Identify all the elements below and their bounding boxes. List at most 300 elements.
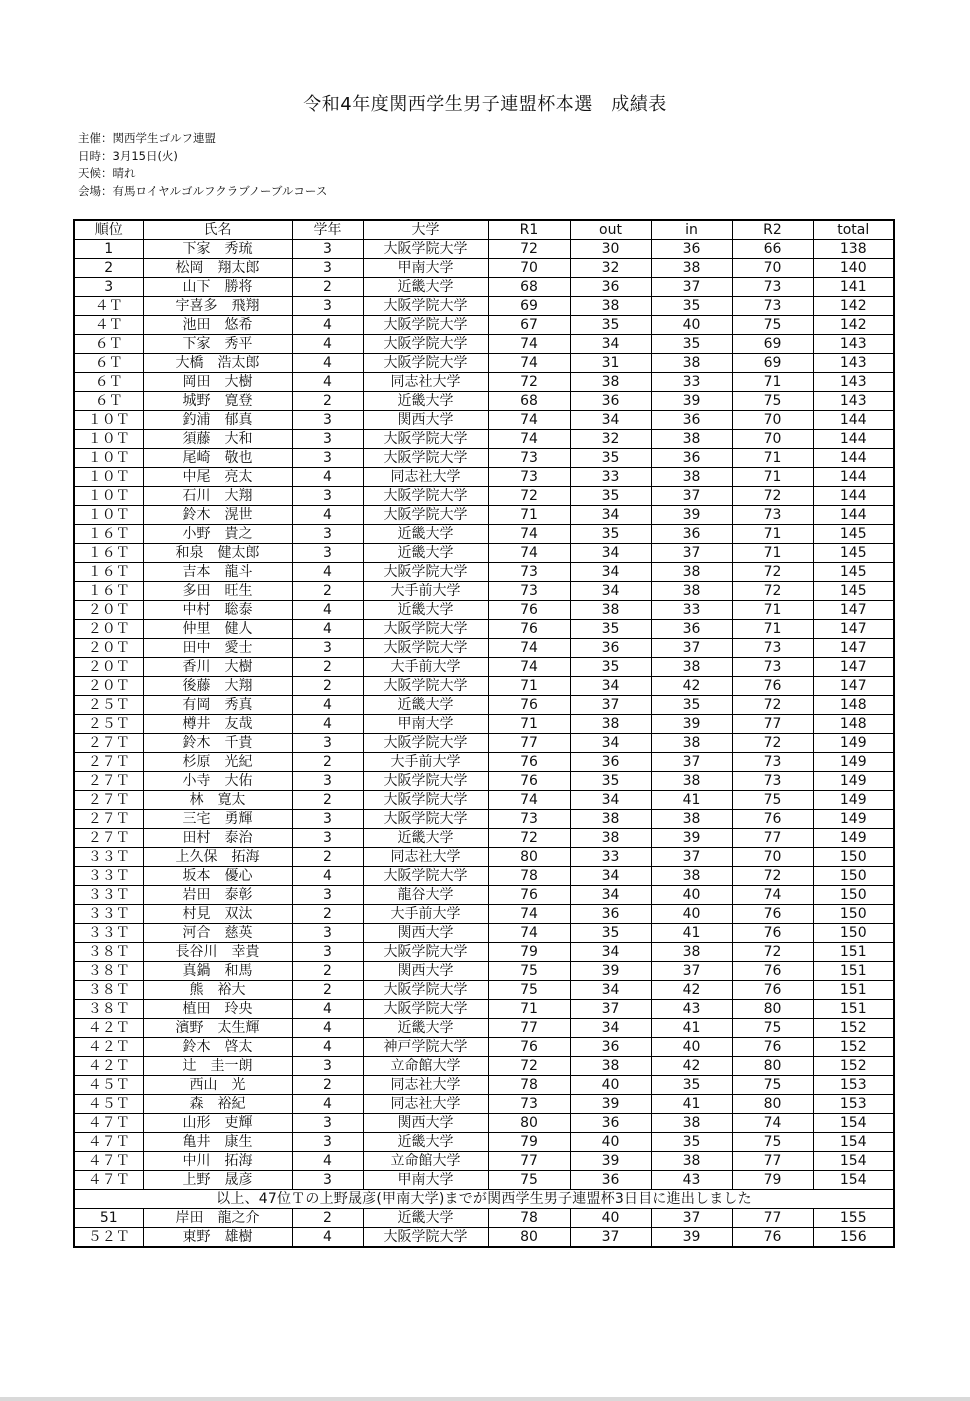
r1-cell: 71 — [488, 677, 570, 696]
table-row — [74, 905, 894, 924]
r1-cell: 72 — [488, 240, 570, 259]
university-cell: 大阪学院大学 — [363, 734, 488, 753]
header-row — [74, 220, 894, 240]
table-row — [74, 601, 894, 620]
grade-cell: 3 — [292, 639, 363, 658]
grade-cell: 4 — [292, 1228, 363, 1248]
rank-cell: ２７Ｔ — [74, 791, 143, 810]
table-row — [74, 677, 894, 696]
out-cell: 37 — [570, 1228, 651, 1248]
out-cell: 32 — [570, 430, 651, 449]
rank-cell: ４７Ｔ — [74, 1114, 143, 1133]
r2-cell: 70 — [732, 430, 813, 449]
university-cell: 大阪学院大学 — [363, 810, 488, 829]
r1-cell: 71 — [488, 1000, 570, 1019]
out-cell: 34 — [570, 506, 651, 525]
university-cell: 近畿大学 — [363, 525, 488, 544]
table-row — [74, 1038, 894, 1057]
in-cell: 38 — [651, 563, 732, 582]
table-row — [74, 468, 894, 487]
in-cell: 38 — [651, 582, 732, 601]
rank-cell: ２７Ｔ — [74, 810, 143, 829]
total-cell: 141 — [813, 278, 894, 297]
r1-cell: 68 — [488, 392, 570, 411]
rank-cell: ３８Ｔ — [74, 943, 143, 962]
r2-cell: 77 — [732, 1152, 813, 1171]
university-cell: 大阪学院大学 — [363, 620, 488, 639]
out-cell: 35 — [570, 924, 651, 943]
r1-cell: 68 — [488, 278, 570, 297]
university-cell: 大手前大学 — [363, 582, 488, 601]
grade-cell: 3 — [292, 1133, 363, 1152]
r1-cell: 74 — [488, 525, 570, 544]
university-cell: 神戸学院大学 — [363, 1038, 488, 1057]
table-row — [74, 487, 894, 506]
name-cell: 鈴木 啓太 — [143, 1038, 292, 1057]
r1-cell: 76 — [488, 620, 570, 639]
name-cell: 松岡 翔太郎 — [143, 259, 292, 278]
r2-cell: 77 — [732, 715, 813, 734]
out-cell: 39 — [570, 1095, 651, 1114]
r2-cell: 76 — [732, 677, 813, 696]
rank-cell: ３３Ｔ — [74, 848, 143, 867]
total-cell: 142 — [813, 297, 894, 316]
name-cell: 樽井 友哉 — [143, 715, 292, 734]
university-cell: 同志社大学 — [363, 848, 488, 867]
university-cell: 近畿大学 — [363, 544, 488, 563]
grade-cell: 2 — [292, 981, 363, 1000]
grade-cell: 2 — [292, 658, 363, 677]
r1-cell: 72 — [488, 373, 570, 392]
in-cell: 42 — [651, 981, 732, 1000]
total-cell: 142 — [813, 316, 894, 335]
rank-cell: 2 — [74, 259, 143, 278]
name-cell: 宇喜多 飛翔 — [143, 297, 292, 316]
grade-cell: 4 — [292, 316, 363, 335]
r1-cell: 76 — [488, 601, 570, 620]
name-cell: 釣浦 郁真 — [143, 411, 292, 430]
in-cell: 38 — [651, 1152, 732, 1171]
grade-cell: 4 — [292, 506, 363, 525]
out-cell: 38 — [570, 1057, 651, 1076]
total-cell: 149 — [813, 753, 894, 772]
grade-cell: 3 — [292, 297, 363, 316]
r2-cell: 80 — [732, 1000, 813, 1019]
rank-cell: ６Ｔ — [74, 392, 143, 411]
total-cell: 151 — [813, 1000, 894, 1019]
university-cell: 大手前大学 — [363, 658, 488, 677]
table-row — [74, 411, 894, 430]
name-cell: 三宅 勇輝 — [143, 810, 292, 829]
table-row — [74, 430, 894, 449]
name-cell: 濱野 太生輝 — [143, 1019, 292, 1038]
total-cell: 153 — [813, 1095, 894, 1114]
organizer-line: 主催：関西学生ゴルフ連盟 — [78, 131, 216, 145]
grade-cell: 4 — [292, 1000, 363, 1019]
in-cell: 39 — [651, 392, 732, 411]
rank-cell: ６Ｔ — [74, 354, 143, 373]
rank-cell: １０Ｔ — [74, 468, 143, 487]
r2-cell: 73 — [732, 297, 813, 316]
grade-cell: 4 — [292, 1152, 363, 1171]
grade-cell: 2 — [292, 791, 363, 810]
university-cell: 大阪学院大学 — [363, 867, 488, 886]
r1-cell: 73 — [488, 468, 570, 487]
out-cell: 38 — [570, 297, 651, 316]
out-cell: 36 — [570, 392, 651, 411]
total-cell: 152 — [813, 1019, 894, 1038]
r1-cell: 73 — [488, 810, 570, 829]
university-cell: 大阪学院大学 — [363, 240, 488, 259]
out-cell: 37 — [570, 696, 651, 715]
column-header-r2: R2 — [732, 220, 813, 240]
r1-cell: 76 — [488, 772, 570, 791]
grade-cell: 4 — [292, 1019, 363, 1038]
in-cell: 41 — [651, 1019, 732, 1038]
in-cell: 41 — [651, 924, 732, 943]
out-cell: 34 — [570, 677, 651, 696]
in-cell: 35 — [651, 1133, 732, 1152]
name-cell: 河合 慈英 — [143, 924, 292, 943]
r1-cell: 78 — [488, 867, 570, 886]
table-row — [74, 886, 894, 905]
r1-cell: 80 — [488, 1228, 570, 1248]
rank-cell: ３３Ｔ — [74, 905, 143, 924]
r1-cell: 74 — [488, 544, 570, 563]
name-cell: 大橋 浩太郎 — [143, 354, 292, 373]
name-cell: 尾崎 敬也 — [143, 449, 292, 468]
out-cell: 34 — [570, 335, 651, 354]
name-cell: 中村 聡泰 — [143, 601, 292, 620]
out-cell: 34 — [570, 886, 651, 905]
total-cell: 143 — [813, 354, 894, 373]
university-cell: 大阪学院大学 — [363, 1000, 488, 1019]
r2-cell: 71 — [732, 373, 813, 392]
total-cell: 150 — [813, 886, 894, 905]
grade-cell: 3 — [292, 544, 363, 563]
grade-cell: 4 — [292, 335, 363, 354]
name-cell: 真鍋 和馬 — [143, 962, 292, 981]
out-cell: 30 — [570, 240, 651, 259]
r2-cell: 76 — [732, 905, 813, 924]
in-cell: 36 — [651, 240, 732, 259]
out-cell: 40 — [570, 1209, 651, 1228]
name-cell: 岩田 泰彰 — [143, 886, 292, 905]
r1-cell: 74 — [488, 924, 570, 943]
total-cell: 151 — [813, 981, 894, 1000]
table-row — [74, 658, 894, 677]
r1-cell: 77 — [488, 734, 570, 753]
university-cell: 大阪学院大学 — [363, 449, 488, 468]
table-row — [74, 772, 894, 791]
out-cell: 34 — [570, 1019, 651, 1038]
weather-line: 天候：晴れ — [78, 166, 136, 181]
university-cell: 大手前大学 — [363, 753, 488, 772]
in-cell: 33 — [651, 373, 732, 392]
university-cell: 近畿大学 — [363, 1133, 488, 1152]
in-cell: 38 — [651, 1114, 732, 1133]
table-row — [74, 1095, 894, 1114]
grade-cell: 3 — [292, 240, 363, 259]
r2-cell: 75 — [732, 791, 813, 810]
r1-cell: 73 — [488, 1095, 570, 1114]
r1-cell: 73 — [488, 563, 570, 582]
rank-cell: ４Ｔ — [74, 297, 143, 316]
in-cell: 40 — [651, 905, 732, 924]
r1-cell: 74 — [488, 905, 570, 924]
name-cell: 熊 裕大 — [143, 981, 292, 1000]
grade-cell: 3 — [292, 810, 363, 829]
in-cell: 38 — [651, 867, 732, 886]
out-cell: 38 — [570, 810, 651, 829]
university-cell: 関西大学 — [363, 924, 488, 943]
out-cell: 34 — [570, 791, 651, 810]
r2-cell: 77 — [732, 829, 813, 848]
total-cell: 145 — [813, 544, 894, 563]
in-cell: 38 — [651, 259, 732, 278]
out-cell: 35 — [570, 449, 651, 468]
university-cell: 関西大学 — [363, 1114, 488, 1133]
column-header-r1: R1 — [488, 220, 570, 240]
rank-cell: ４７Ｔ — [74, 1133, 143, 1152]
table-row — [74, 278, 894, 297]
name-cell: 香川 大樹 — [143, 658, 292, 677]
name-cell: 西山 光 — [143, 1076, 292, 1095]
total-cell: 147 — [813, 620, 894, 639]
in-cell: 39 — [651, 715, 732, 734]
r1-cell: 74 — [488, 335, 570, 354]
in-cell: 37 — [651, 639, 732, 658]
university-cell: 近畿大学 — [363, 601, 488, 620]
name-cell: 山形 吏輝 — [143, 1114, 292, 1133]
in-cell: 37 — [651, 962, 732, 981]
total-cell: 152 — [813, 1038, 894, 1057]
grade-cell: 2 — [292, 905, 363, 924]
grade-cell: 3 — [292, 430, 363, 449]
r2-cell: 75 — [732, 316, 813, 335]
in-cell: 43 — [651, 1000, 732, 1019]
in-cell: 38 — [651, 468, 732, 487]
r2-cell: 73 — [732, 278, 813, 297]
grade-cell: 2 — [292, 582, 363, 601]
table-row — [74, 1152, 894, 1171]
total-cell: 143 — [813, 335, 894, 354]
grade-cell: 2 — [292, 1076, 363, 1095]
r2-cell: 72 — [732, 582, 813, 601]
university-cell: 大阪学院大学 — [363, 981, 488, 1000]
event-info — [78, 130, 327, 201]
grade-cell: 3 — [292, 924, 363, 943]
r1-cell: 75 — [488, 981, 570, 1000]
university-cell: 立命館大学 — [363, 1152, 488, 1171]
rank-cell: ２７Ｔ — [74, 753, 143, 772]
out-cell: 37 — [570, 1000, 651, 1019]
out-cell: 34 — [570, 867, 651, 886]
table-row — [74, 1019, 894, 1038]
name-cell: 植田 玲央 — [143, 1000, 292, 1019]
column-header-out: out — [570, 220, 651, 240]
date-line: 日時：3月15日(火) — [78, 148, 178, 163]
r2-cell: 74 — [732, 886, 813, 905]
rank-cell: １０Ｔ — [74, 506, 143, 525]
in-cell: 41 — [651, 1095, 732, 1114]
in-cell: 33 — [651, 601, 732, 620]
in-cell: 37 — [651, 753, 732, 772]
column-header-in: in — [651, 220, 732, 240]
rank-cell: ４Ｔ — [74, 316, 143, 335]
university-cell: 大阪学院大学 — [363, 297, 488, 316]
name-cell: 須藤 大和 — [143, 430, 292, 449]
university-cell: 大手前大学 — [363, 905, 488, 924]
out-cell: 34 — [570, 943, 651, 962]
r1-cell: 67 — [488, 316, 570, 335]
table-row — [74, 962, 894, 981]
total-cell: 147 — [813, 658, 894, 677]
rank-cell: １０Ｔ — [74, 430, 143, 449]
out-cell: 39 — [570, 1152, 651, 1171]
grade-cell: 3 — [292, 525, 363, 544]
name-cell: 和泉 健太郎 — [143, 544, 292, 563]
grade-cell: 3 — [292, 1114, 363, 1133]
r2-cell: 79 — [732, 1171, 813, 1190]
rank-cell: 1 — [74, 240, 143, 259]
in-cell: 37 — [651, 487, 732, 506]
r1-cell: 71 — [488, 506, 570, 525]
name-cell: 岸田 龍之介 — [143, 1209, 292, 1228]
r2-cell: 73 — [732, 658, 813, 677]
rank-cell: １０Ｔ — [74, 449, 143, 468]
r1-cell: 72 — [488, 487, 570, 506]
r1-cell: 73 — [488, 582, 570, 601]
total-cell: 148 — [813, 715, 894, 734]
table-row — [74, 620, 894, 639]
grade-cell: 2 — [292, 392, 363, 411]
total-cell: 152 — [813, 1057, 894, 1076]
table-row — [74, 354, 894, 373]
name-cell: 村見 双汰 — [143, 905, 292, 924]
grade-cell: 3 — [292, 943, 363, 962]
out-cell: 34 — [570, 582, 651, 601]
r1-cell: 74 — [488, 791, 570, 810]
out-cell: 36 — [570, 753, 651, 772]
total-cell: 149 — [813, 810, 894, 829]
rank-cell: １６Ｔ — [74, 525, 143, 544]
name-cell: 鈴木 滉世 — [143, 506, 292, 525]
grade-cell: 3 — [292, 772, 363, 791]
in-cell: 37 — [651, 1209, 732, 1228]
university-cell: 近畿大学 — [363, 1209, 488, 1228]
rank-cell: 3 — [74, 278, 143, 297]
out-cell: 38 — [570, 601, 651, 620]
out-cell: 36 — [570, 1114, 651, 1133]
name-cell: 下家 秀平 — [143, 335, 292, 354]
name-cell: 下家 秀琉 — [143, 240, 292, 259]
rank-cell: ４２Ｔ — [74, 1057, 143, 1076]
r1-cell: 76 — [488, 753, 570, 772]
total-cell: 150 — [813, 905, 894, 924]
rank-cell: ２０Ｔ — [74, 620, 143, 639]
university-cell: 大阪学院大学 — [363, 430, 488, 449]
total-cell: 149 — [813, 734, 894, 753]
table-row — [74, 449, 894, 468]
out-cell: 36 — [570, 278, 651, 297]
name-cell: 中川 拓海 — [143, 1152, 292, 1171]
university-cell: 大阪学院大学 — [363, 677, 488, 696]
r2-cell: 72 — [732, 867, 813, 886]
grade-cell: 4 — [292, 468, 363, 487]
r2-cell: 72 — [732, 563, 813, 582]
table-row — [74, 544, 894, 563]
university-cell: 近畿大学 — [363, 696, 488, 715]
r1-cell: 76 — [488, 886, 570, 905]
grade-cell: 4 — [292, 1038, 363, 1057]
rank-cell: ２７Ｔ — [74, 734, 143, 753]
r1-cell: 79 — [488, 943, 570, 962]
r2-cell: 75 — [732, 1076, 813, 1095]
out-cell: 38 — [570, 373, 651, 392]
table-row — [74, 1114, 894, 1133]
university-cell: 同志社大学 — [363, 1095, 488, 1114]
name-cell: 小寺 大佑 — [143, 772, 292, 791]
total-cell: 140 — [813, 259, 894, 278]
r2-cell: 66 — [732, 240, 813, 259]
in-cell: 36 — [651, 620, 732, 639]
r2-cell: 74 — [732, 1114, 813, 1133]
r1-cell: 77 — [488, 1019, 570, 1038]
total-cell: 143 — [813, 373, 894, 392]
table-row — [74, 525, 894, 544]
column-header-grade: 学年 — [292, 220, 363, 240]
r2-cell: 76 — [732, 1038, 813, 1057]
university-cell: 大阪学院大学 — [363, 1228, 488, 1248]
table-row — [74, 1171, 894, 1190]
total-cell: 147 — [813, 677, 894, 696]
university-cell: 大阪学院大学 — [363, 943, 488, 962]
rank-cell: ２０Ｔ — [74, 601, 143, 620]
r2-cell: 72 — [732, 943, 813, 962]
out-cell: 36 — [570, 1171, 651, 1190]
name-cell: 亀井 康生 — [143, 1133, 292, 1152]
r1-cell: 72 — [488, 1057, 570, 1076]
grade-cell: 3 — [292, 449, 363, 468]
r1-cell: 79 — [488, 1133, 570, 1152]
column-header-total: total — [813, 220, 894, 240]
out-cell: 34 — [570, 411, 651, 430]
grade-cell: 4 — [292, 601, 363, 620]
name-cell: 上野 晟彦 — [143, 1171, 292, 1190]
r2-cell: 69 — [732, 335, 813, 354]
out-cell: 33 — [570, 848, 651, 867]
table-row — [74, 316, 894, 335]
table-row — [74, 829, 894, 848]
rank-cell: ２７Ｔ — [74, 829, 143, 848]
grade-cell: 4 — [292, 867, 363, 886]
grade-cell: 3 — [292, 886, 363, 905]
university-cell: 大阪学院大学 — [363, 563, 488, 582]
table-row — [74, 563, 894, 582]
grade-cell: 3 — [292, 411, 363, 430]
university-cell: 甲南大学 — [363, 1171, 488, 1190]
in-cell: 40 — [651, 886, 732, 905]
r2-cell: 76 — [732, 962, 813, 981]
r2-cell: 72 — [732, 487, 813, 506]
r2-cell: 72 — [732, 696, 813, 715]
total-cell: 149 — [813, 829, 894, 848]
table-row — [74, 582, 894, 601]
total-cell: 149 — [813, 772, 894, 791]
total-cell: 154 — [813, 1114, 894, 1133]
rank-cell: ２０Ｔ — [74, 658, 143, 677]
